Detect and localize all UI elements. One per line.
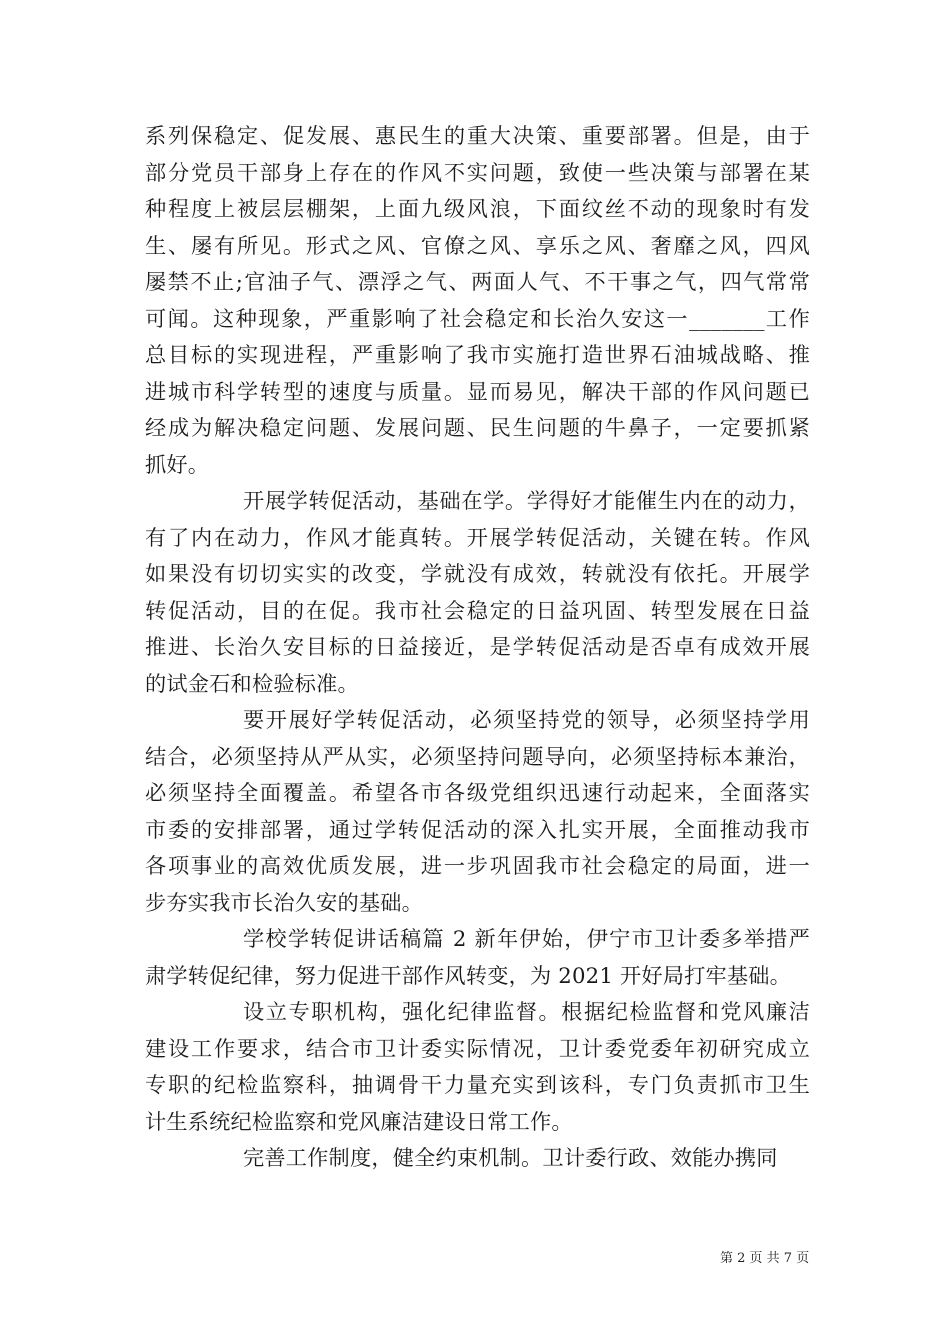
text-line: 各项事业的高效优质发展，进一步巩固我市社会稳定的局面，进一 <box>145 853 810 878</box>
paragraph <box>145 483 810 702</box>
text-line: 学校学转促讲话稿篇 2 新年伊始，伊宁市卫计委多举措严 <box>243 926 810 951</box>
text-line: 进城市科学转型的速度与质量。显而易见，解决干部的作风问题已 <box>145 378 810 404</box>
text-line: 必须坚持全面覆盖。希望各市各级党组织迅速行动起来，全面落实 <box>145 780 810 805</box>
text-line: 经成为解决稳定问题、发展问题、民生问题的牛鼻子，一定要抓紧 <box>145 415 810 440</box>
paragraph <box>145 1140 810 1177</box>
text-line: 如果没有切切实实的改变，学就没有成效，转就没有依托。开展学 <box>145 561 810 586</box>
page-number: 第 2 页 共 7 页 <box>720 1251 810 1266</box>
text-line: 的试金石和检验标准。 <box>145 670 359 696</box>
text-line: 肃学转促纪律，努力促进干部作风转变，为 2021 开好局打牢基础。 <box>145 962 792 988</box>
text-line: 种程度上被层层棚架，上面九级风浪，下面纹丝不动的现象时有发 <box>145 196 810 221</box>
text-line: 专职的纪检监察科，抽调骨干力量充实到该科，专门负责抓市卫生 <box>145 1072 810 1097</box>
paragraph <box>145 994 810 1140</box>
text-line: 设立专职机构，强化纪律监督。根据纪检监督和党风廉洁 <box>243 999 810 1024</box>
text-line: 生、屡有所见。形式之风、官僚之风、享乐之风、奢靡之风，四风 <box>145 232 810 258</box>
paragraph <box>145 118 810 483</box>
text-line: 结合，必须坚持从严从实，必须坚持问题导向，必须坚持标本兼治， <box>145 743 810 769</box>
text-line: 完善工作制度，健全约束机制。卫计委行政、效能办携同 <box>243 1145 778 1170</box>
text-line: 屡禁不止;官油子气、漂浮之气、两面人气、不干事之气，四气常常 <box>145 269 810 294</box>
text-line: 市委的安排部署，通过学转促活动的深入扎实开展，全面推动我市 <box>145 816 810 842</box>
text-line: 系列保稳定、促发展、惠民生的重大决策、重要部署。但是，由于 <box>145 123 810 148</box>
text-line: 步夯实我市长治久安的基础。 <box>145 889 424 915</box>
text-line: 抓好。 <box>145 451 210 477</box>
text-line: 要开展好学转促活动，必须坚持党的领导，必须坚持学用 <box>243 707 810 732</box>
text-line: 转促活动，目的在促。我市社会稳定的日益巩固、转型发展在日益 <box>145 597 810 623</box>
text-line: 推进、长治久安目标的日益接近，是学转促活动是否卓有成效开展 <box>145 634 810 659</box>
text-line: 部分党员干部身上存在的作风不实问题，致使一些决策与部署在某 <box>145 159 810 185</box>
text-line: 建设工作要求，结合市卫计委实际情况，卫计委党委年初研究成立 <box>145 1035 810 1061</box>
text-line: 总目标的实现进程，严重影响了我市实施打造世界石油城战略、推 <box>145 342 810 367</box>
text-line: 开展学转促活动，基础在学。学得好才能催生内在的动力， <box>243 488 810 513</box>
paragraph <box>145 921 810 994</box>
text-line: 计生系统纪检监察和党风廉洁建设日常工作。 <box>145 1108 573 1134</box>
text-line: 有了内在动力，作风才能真转。开展学转促活动，关键在转。作风 <box>145 524 810 550</box>
document-body <box>145 118 810 1177</box>
paragraph <box>145 702 810 921</box>
text-line: 可闻。这种现象，严重影响了社会稳定和长治久安这一_______工作 <box>145 305 810 331</box>
